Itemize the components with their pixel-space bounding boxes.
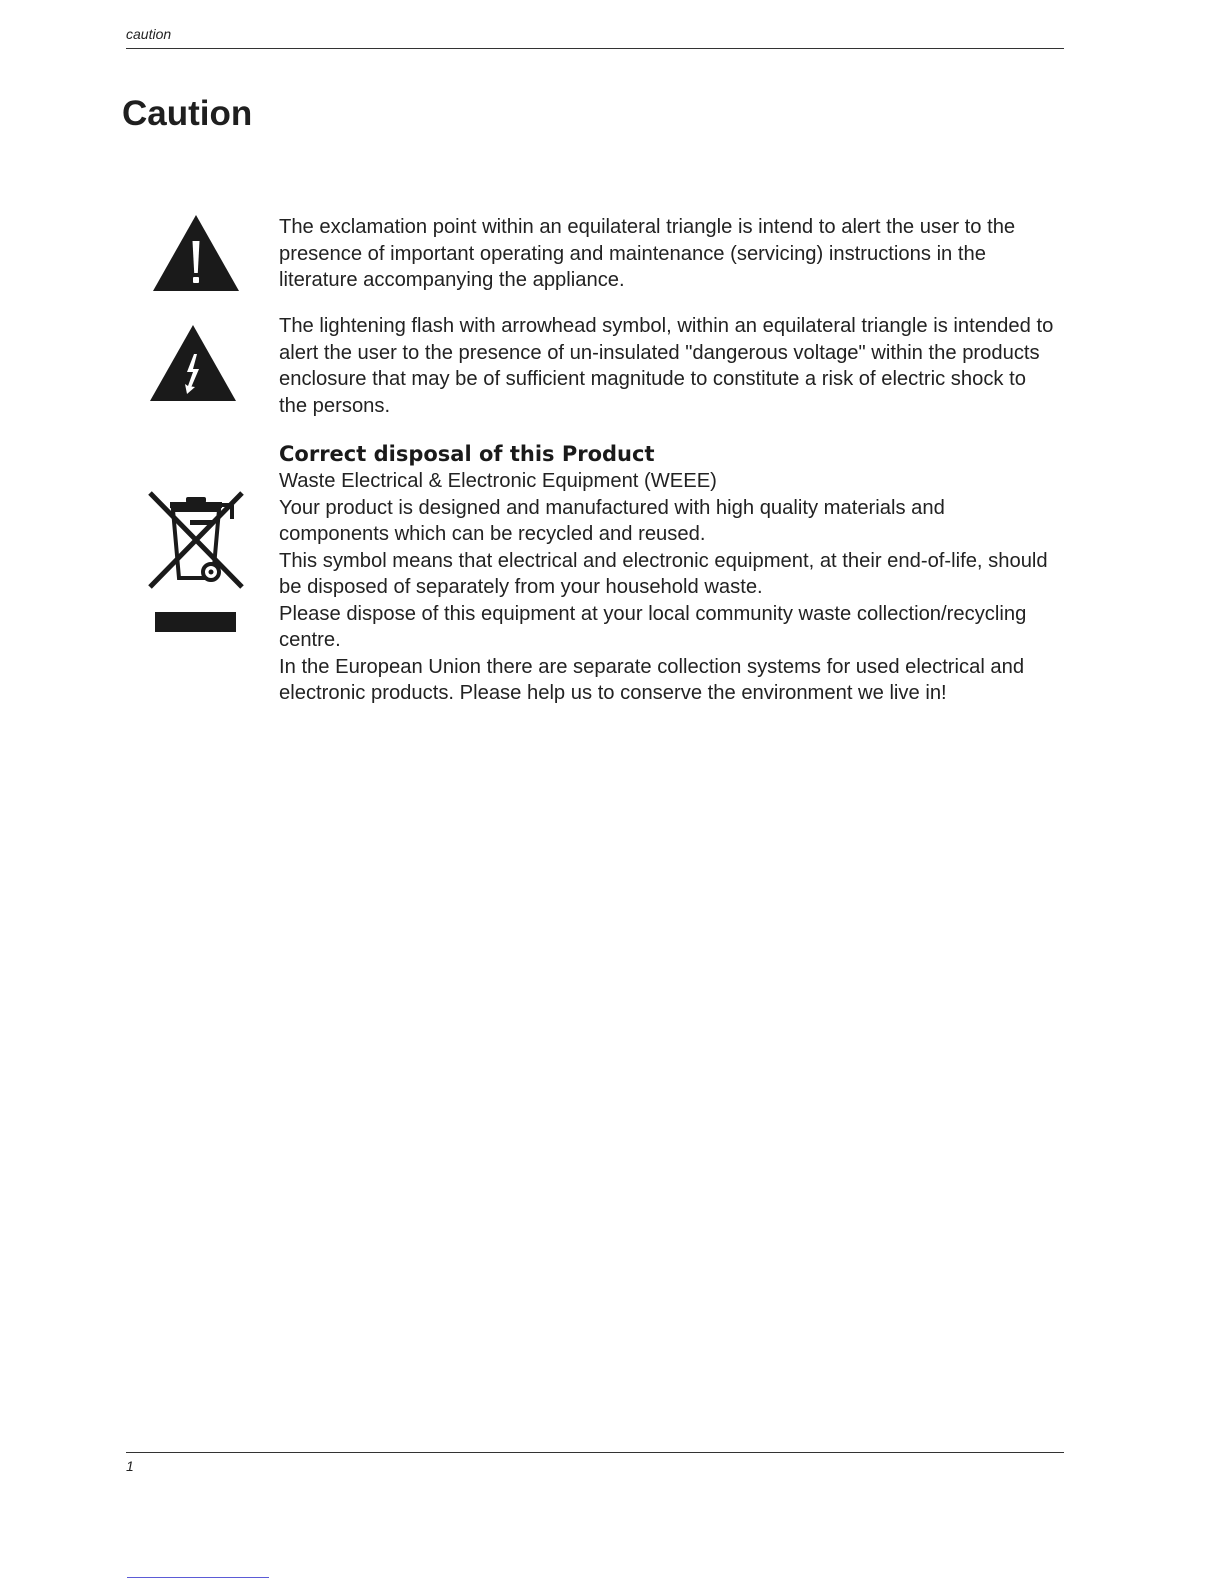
- disposal-section: [279, 440, 1059, 707]
- disposal-centre-line: Please dispose of this equipment at your local community waste collection/recycling centre.: [279, 602, 1027, 651]
- header-rule: [126, 48, 1064, 49]
- exclamation-description: The exclamation point within an equilateral triangle is intend to alert the user to the presence of important operating and maintenance (servicing) instructions in the literature accompanying the appliance.: [279, 216, 1016, 291]
- disposal-title: Correct disposal of this Product: [279, 442, 655, 466]
- footer-rule: [126, 1452, 1064, 1453]
- page-number: 1: [126, 1458, 134, 1474]
- running-head: caution: [126, 26, 172, 42]
- footer-link-underline: [127, 1577, 269, 1578]
- page-title: Caution: [122, 94, 253, 133]
- disposal-eu-line: In the European Union there are separate collection systems for used electrical and electronic products. Please help us to conserve the environment we live in!: [279, 655, 1025, 704]
- lightning-triangle-icon: [149, 324, 237, 402]
- disposal-symbol-line: This symbol means that electrical and electronic equipment, at their end-of-life, should be disposed of separately from your household waste.: [279, 549, 1048, 598]
- disposal-quality-line: Your product is designed and manufactured with high quality materials and components which can be recycled and reused.: [279, 496, 945, 545]
- crossed-out-wheelie-bin-icon: [146, 490, 246, 635]
- lightning-description: The lightening flash with arrowhead symbol, within an equilateral triangle is intended to alert the user to the presence of un-insulated "dangerous voltage" within the products enclosure that may be of sufficient magnitude to constitute a risk of electric shock to the persons.: [279, 315, 1054, 417]
- exclamation-triangle-icon: [152, 214, 240, 292]
- disposal-weee-line: Waste Electrical & Electronic Equipment (WEEE): [279, 470, 717, 492]
